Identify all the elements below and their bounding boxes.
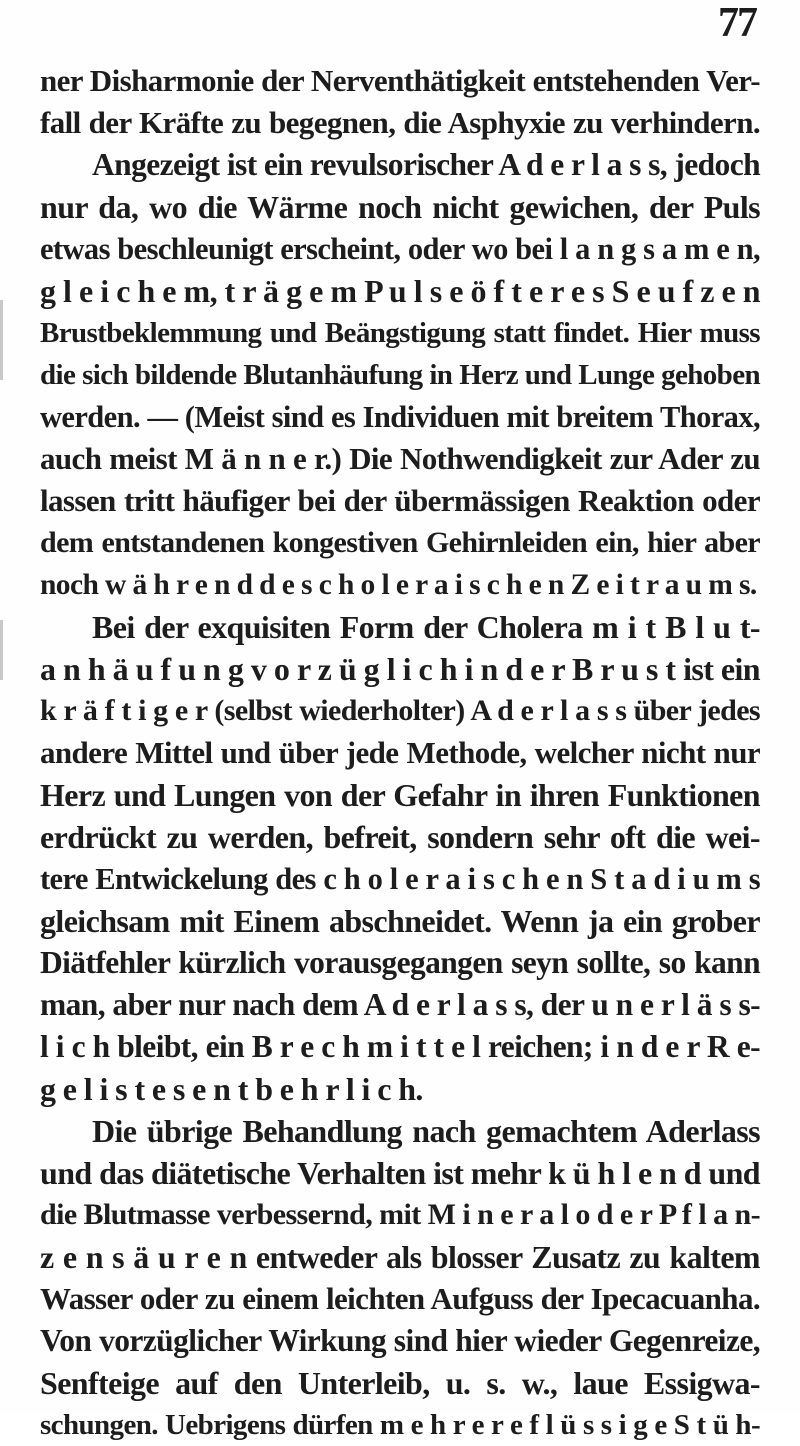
text-line: tere Entwickelung des c h o l e r a i s c h e n S t a d i u m s [40, 862, 760, 896]
text-line: Diätfehler kürzlich vorausgegangen seyn sollte, so kann [40, 945, 760, 980]
text-line: auch meist M ä n n e r.) Die Nothwendigkeit zur Ader zu [40, 441, 760, 476]
text-line: die Blutmasse verbessernd, mit M i n e r a l o d e r P f l a n- [40, 1198, 760, 1231]
text-line: lassen tritt häufiger bei der übermässigen Reaktion oder [40, 483, 760, 518]
text-line: Herz und Lungen von der Gefahr in ihren Funktionen [40, 777, 760, 813]
text-line: ner Disharmonie der Nerventhätigkeit entstehenden Ver- [40, 63, 760, 98]
margin-shadow [0, 300, 3, 380]
text-line: noch w ä h r e n d d e s c h o l e r a i s c h e n Z e i t r a u m s. [40, 569, 757, 601]
text-line: etwas beschleunigt erscheint, oder wo bei l a n g s a m e n, [40, 232, 760, 266]
text-line: z e n s ä u r e n entweder als blosser Zusatz zu kaltem [40, 1239, 760, 1275]
text-line: Von vorzüglicher Wirkung sind hier wieder Gegenreize, [40, 1323, 760, 1358]
text-line: Senfteige auf den Unterleib, u. s. w., laue Essigwa- [40, 1365, 760, 1401]
text-line: Angezeigt ist ein revulsorischer A d e r l a s s, jedoch [92, 147, 760, 182]
text-line: k r ä f t i g e r (selbst wiederholter) A d e r l a s s über jedes [40, 694, 760, 727]
text-line: a n h ä u f u n g v o r z ü g l i c h i n d e r B r u s t ist ein [40, 651, 760, 687]
text-line: die sich bildende Blutanhäufung in Herz und Lunge gehoben [40, 359, 760, 391]
text-line: dem entstandenen kongestiven Gehirnleiden ein, hier aber [40, 526, 760, 559]
text-line: andere Mittel und über jede Methode, welcher nicht nur [40, 735, 760, 770]
text-line: g l e i c h e m, t r ä g e m P u l s e ö f t e r e s S e u f z e n [40, 273, 760, 309]
body-text [40, 60, 760, 1446]
text-line: gleichsam mit Einem abschneidet. Wenn ja ein grober [40, 903, 760, 939]
text-line: l i c h bleibt, ein B r e c h m i t t e l reichen; i n d e r R e- [40, 1029, 760, 1064]
text-line: Bei der exquisiten Form der Cholera m i t B l u t- [92, 609, 760, 645]
text-line: Brustbeklemmung und Beängstigung statt findet. Hier muss [40, 317, 760, 349]
text-line: man, aber nur nach dem A d e r l a s s, der u n e r l ä s s- [40, 987, 760, 1022]
text-line: schungen. Uebrigens dürfen m e h r e r e f l ü s s i g e S t ü h- [40, 1409, 760, 1441]
text-line: nur da, wo die Wärme noch nicht gewichen, der Puls [40, 189, 760, 225]
text-line: Wasser oder zu einem leichten Aufguss der Ipecacuanha. [40, 1281, 760, 1316]
margin-shadow [0, 620, 3, 680]
text-line: fall der Kräfte zu begegnen, die Asphyxie zu verhindern. [40, 105, 760, 140]
text-line: Die übrige Behandlung nach gemachtem Aderlass [92, 1113, 760, 1149]
text-line: werden. — (Meist sind es Individuen mit breitem Thorax, [40, 400, 760, 434]
page-number: 77 [718, 0, 756, 46]
text-line: g e l i s t e s e n t b e h r l i c h. [40, 1071, 423, 1107]
text-line: und das diätetische Verhalten ist mehr k ü h l e n d und [40, 1155, 760, 1191]
text-line: erdrückt zu werden, befreit, sondern sehr oft die wei- [40, 819, 760, 855]
